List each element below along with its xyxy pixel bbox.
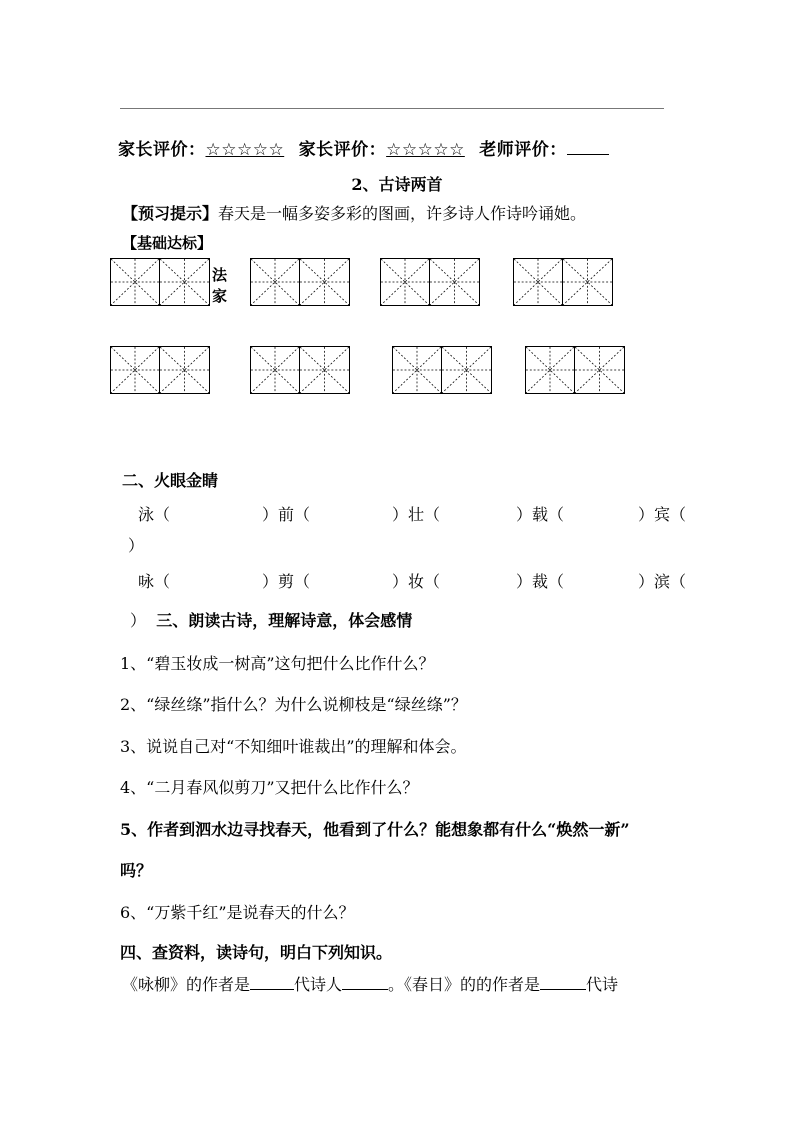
writing-grid-2[interactable] <box>250 258 350 306</box>
parent-eval-label-1: 家长评价： <box>118 140 206 160</box>
top-rule <box>120 108 664 109</box>
char-row-1 <box>138 502 686 525</box>
grid-cell[interactable] <box>525 346 575 394</box>
dynasty-blank-1[interactable] <box>250 975 294 990</box>
star-rating-1[interactable]: ☆☆☆☆☆ <box>205 140 285 160</box>
grid-cell[interactable] <box>300 346 350 394</box>
char-item: ）宾（ <box>638 505 687 524</box>
evaluation-row <box>118 135 609 160</box>
question-6: 6、“万紫千红”是说春天的什么？ <box>120 903 355 922</box>
grid-cell[interactable] <box>110 346 160 394</box>
char-item: ）剪（ <box>262 572 311 591</box>
preview-hint <box>122 201 586 224</box>
preview-hint-text: 春天是一幅多姿多彩的图画，许多诗人作诗吟诵她。 <box>218 204 587 223</box>
writing-grid-7[interactable] <box>392 346 492 394</box>
parent-eval-label-2: 家长评价： <box>298 140 387 160</box>
grid-cell[interactable] <box>380 258 430 306</box>
grid-cell[interactable] <box>513 258 563 306</box>
char-item: ）壮（ <box>392 505 441 524</box>
section3-line <box>130 608 412 631</box>
writing-grid-4[interactable] <box>513 258 613 306</box>
char-item: ）滨（ <box>638 572 687 591</box>
grid-cell[interactable] <box>160 258 210 306</box>
writing-grid-3[interactable] <box>380 258 480 306</box>
question-3: 3、说说自己对“不知细叶谁裁出”的理解和体会。 <box>120 737 467 756</box>
section4-line <box>122 972 618 995</box>
section3-lead-paren: ） <box>130 611 147 630</box>
section4-text-4: 代诗 <box>586 975 619 994</box>
question-1: 1、“碧玉妆成一树高”这句把什么比作什么？ <box>120 654 435 673</box>
grid-cell[interactable] <box>160 346 210 394</box>
section4-text-3: 。《春日》的的作者是 <box>388 975 541 994</box>
section4-text-2: 代诗人 <box>294 975 343 994</box>
question-5-cont: 吗？ <box>120 861 153 880</box>
dynasty-blank-2[interactable] <box>540 975 586 990</box>
teacher-eval-blank[interactable] <box>567 140 609 155</box>
preview-hint-heading: 【预习提示】 <box>122 204 219 223</box>
question-2: 2、“绿丝绦”指什么？为什么说柳枝是“绿丝绦”？ <box>120 695 467 714</box>
char-item: ）妆（ <box>392 572 441 591</box>
question-4: 4、“二月春风似剪刀”又把什么比作什么？ <box>120 778 419 797</box>
char-item: ）裁（ <box>516 572 565 591</box>
char-item: 泳（ <box>138 505 171 524</box>
grid-cell[interactable] <box>442 346 492 394</box>
section3-heading: 三、朗读古诗，理解诗意，体会感情 <box>156 611 413 630</box>
char-row-2 <box>138 569 686 592</box>
writing-grid-8[interactable] <box>525 346 625 394</box>
grid-cell[interactable] <box>563 258 613 306</box>
star-rating-2[interactable]: ☆☆☆☆☆ <box>386 140 465 160</box>
poet-blank-1[interactable] <box>342 975 388 990</box>
grid-cell[interactable] <box>430 258 480 306</box>
grid-cell[interactable] <box>110 258 160 306</box>
char-item: 咏（ <box>138 572 171 591</box>
grid-cell[interactable] <box>250 258 300 306</box>
question-5: 5、作者到泗水边寻找春天，他看到了什么？能想象都有什么“焕然一新” <box>120 820 630 839</box>
writing-grid-1[interactable] <box>110 258 228 306</box>
grid-cell[interactable] <box>250 346 300 394</box>
teacher-eval-label: 老师评价： <box>479 140 567 160</box>
section4-text-1: 《咏柳》的作者是 <box>122 975 251 994</box>
lesson-title: 2、古诗两首 <box>351 175 443 194</box>
grid-cell[interactable] <box>575 346 625 394</box>
section2-heading: 二、火眼金睛 <box>122 471 219 490</box>
char-item: ）载（ <box>516 505 565 524</box>
writing-grid-5[interactable] <box>110 346 210 394</box>
grid-overlay-text: 法家 <box>212 266 228 305</box>
char-row-1-tail: ） <box>128 536 145 555</box>
grid-cell[interactable] <box>392 346 442 394</box>
char-item: ）前（ <box>262 505 311 524</box>
basic-section-heading: 【基础达标】 <box>122 234 213 252</box>
section4-heading: 四、查资料，读诗句，明白下列知识。 <box>120 943 393 962</box>
grid-cell[interactable] <box>300 258 350 306</box>
writing-grid-6[interactable] <box>250 346 350 394</box>
